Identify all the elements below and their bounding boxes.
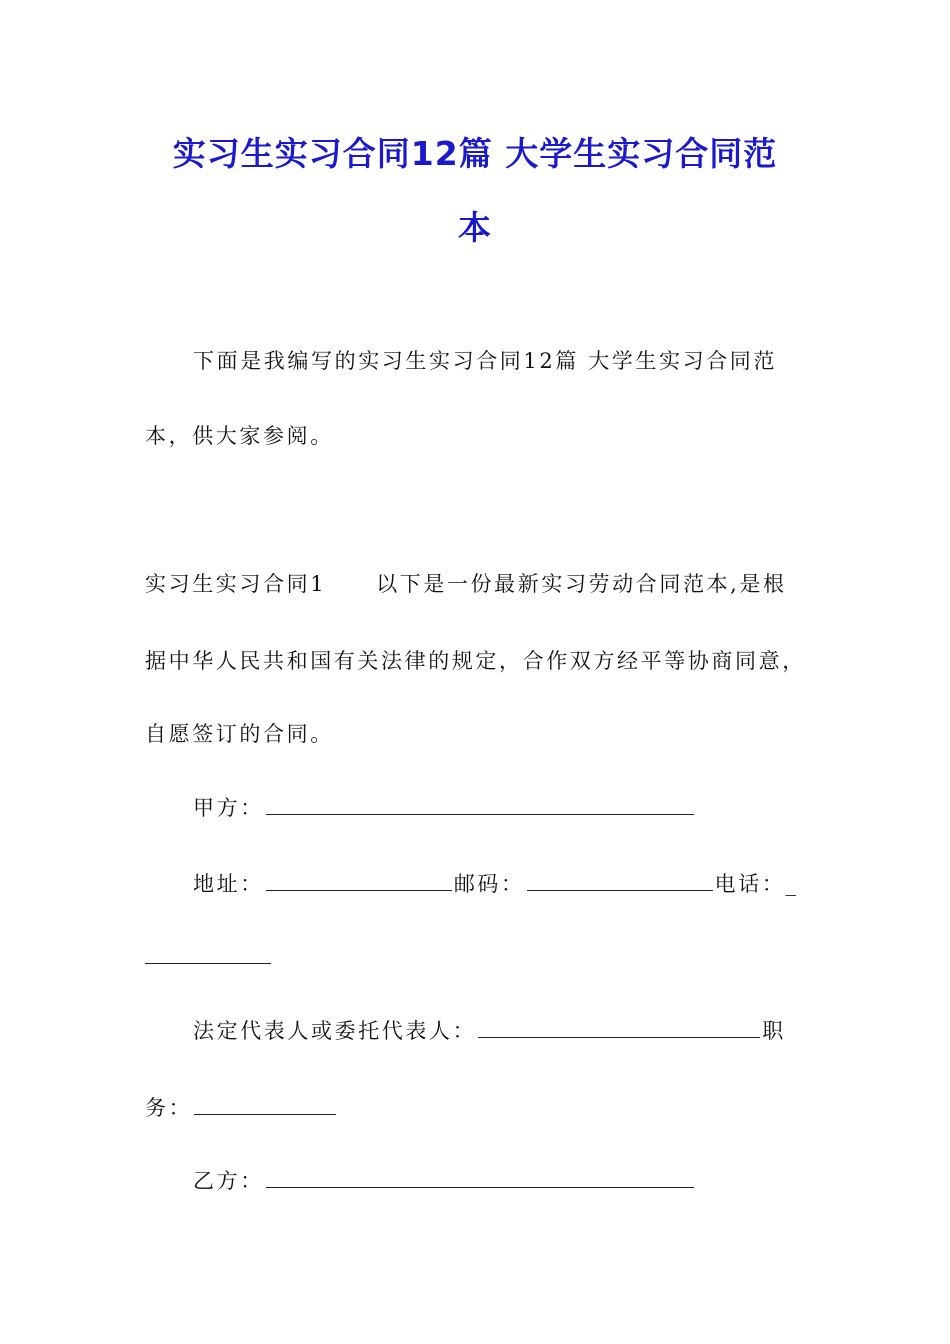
- address-row: [193, 869, 807, 899]
- legal-rep-row: [193, 1016, 807, 1046]
- party-a-row: [193, 793, 807, 823]
- address-label: 地址：: [193, 872, 264, 896]
- postcode-label: 邮码：: [453, 872, 525, 896]
- section1-line-2: 据中华人民共和国有关法律的规定，合作双方经平等协商同意，: [145, 649, 806, 673]
- phone-prefix: _: [785, 872, 799, 896]
- position-label-end: 务：: [145, 1096, 193, 1120]
- section1-line-1-text: 以下是一份最新实习劳动合同范本,是根: [376, 572, 787, 596]
- party-b-blank: [266, 1168, 694, 1188]
- phone-blank: [145, 944, 271, 964]
- party-a-label: 甲方：: [193, 796, 264, 820]
- section1-line-1: [145, 569, 807, 599]
- legal-rep-label: 法定代表人或委托代表人：: [193, 1019, 477, 1043]
- party-b-label: 乙方：: [193, 1169, 264, 1193]
- position-blank: [194, 1095, 336, 1115]
- party-b-row: [193, 1166, 807, 1196]
- intro-line-2: 本，供大家参阅。: [145, 424, 334, 448]
- document-title-line-1: 实习生实习合同12篇 大学生实习合同范: [172, 134, 778, 173]
- document-title-line-2: 本: [458, 208, 492, 247]
- phone-continuation-row: [145, 942, 807, 972]
- section1-heading: 实习生实习合同1: [145, 572, 327, 596]
- section1-line-3: 自愿签订的合同。: [145, 722, 334, 746]
- position-label-start: 职: [762, 1019, 786, 1043]
- position-row: [145, 1093, 807, 1123]
- address-blank: [266, 871, 452, 891]
- postcode-blank: [527, 871, 713, 891]
- party-a-blank: [266, 795, 694, 815]
- intro-line-1: 下面是我编写的实习生实习合同12篇 大学生实习合同范: [193, 349, 777, 373]
- phone-label: 电话：: [714, 872, 786, 896]
- legal-rep-blank: [478, 1018, 760, 1038]
